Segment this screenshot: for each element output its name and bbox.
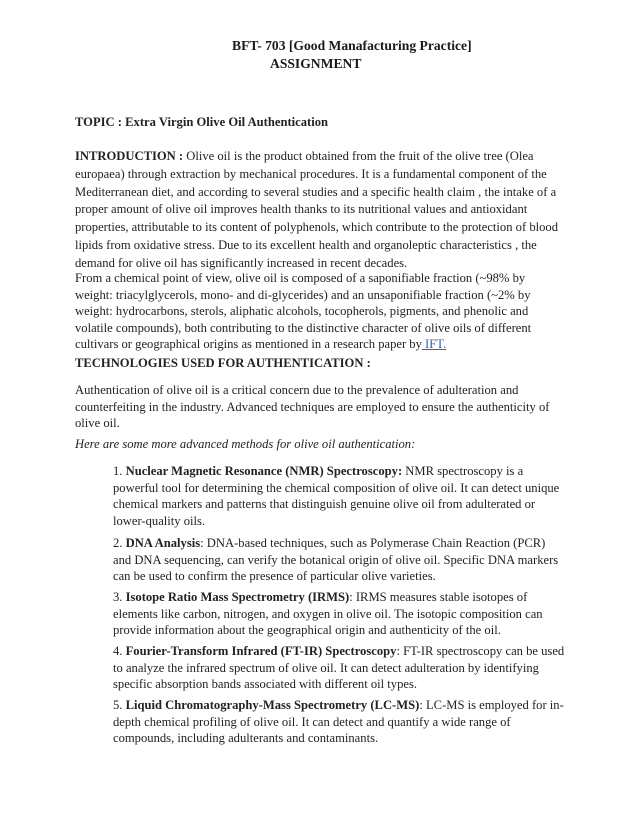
authentication-paragraph: Authentication of olive oil is a critical concern due to the prevalence of adulteration and counterfeiting in the industry. Advanced techniques are employed to ensure the authenticity of olive oil. [75, 383, 550, 430]
chemistry-paragraph [75, 270, 565, 353]
introduction-label: INTRODUCTION : [75, 149, 184, 163]
technologies-heading: TECHNOLOGIES USED FOR AUTHENTICATION : [75, 356, 371, 370]
method-number: 5. [113, 698, 126, 712]
assignment-label: ASSIGNMENT [270, 56, 362, 71]
method-name: Isotope Ratio Mass Spectrometry (IRMS) [125, 590, 350, 604]
ift-link[interactable]: IFT. [421, 337, 447, 351]
course-title: BFT- 703 [Good Manafacturing Practice] [232, 38, 472, 53]
method-text: NMR spectroscopy is a powerful tool for determining the chemical composition of olive oil. It can detect unique chemical markers and patterns that distinguish genuine olive oil from adulterated or lower-quality oils. [113, 464, 560, 528]
method-text: : FT-IR spectroscopy can be used to analyze the infrared spectrum of olive oil. It can detect adulteration by identifying specific absorption bands associated with different oil types. [113, 644, 565, 691]
method-item [113, 643, 565, 693]
method-item [113, 589, 565, 639]
method-item [113, 535, 565, 585]
method-item [113, 697, 565, 747]
method-name: Fourier-Transform Infrared (FT-IR) Spectroscopy [125, 644, 397, 658]
method-text: : IRMS measures stable isotopes of elements like carbon, nitrogen, and oxygen in olive oil. The isotopic composition can provide information about the geographical origin and authenticity of the oil. [113, 590, 543, 637]
chemistry-text: From a chemical point of view, olive oil is composed of a saponifiable fraction (~98% by weight: triacylglycerols, mono- and di-glycerides) and an unsaponifiable fraction (~2% by weight: hydrocarbons, sterols, aliphatic alcohols, tocopherols, pigments, and phenolic and volatile compounds), both contributing to the distinctive character of olive oils of different cultivars or geographical origins as mentioned in a research paper by [75, 271, 532, 351]
method-number: 2. [113, 536, 126, 550]
introduction-paragraph [75, 148, 565, 273]
method-text: : DNA-based techniques, such as Polymerase Chain Reaction (PCR) and DNA sequencing, can verify the botanical origin of olive oil. Specific DNA markers can be used to confirm the presence of particular olive varieties. [113, 536, 559, 583]
method-item [113, 463, 565, 529]
introduction-text: Olive oil is the product obtained from the fruit of the olive tree (Olea europaea) through extraction by mechanical procedures. It is a fundamental component of the Mediterranean diet, and according to several studies and a specific health claim , the intake of a proper amount of olive oil improves health thanks to its nutritional values and antioxidant properties, attributable to its content of polyphenols, which contribute to the protection of blood lipids from oxidative stress. Due to its excellent health and organoleptic characteristics , the demand for olive oil has significantly increased in recent decades. [75, 149, 559, 270]
method-number: 1. [113, 464, 126, 478]
methods-intro: Here are some more advanced methods for olive oil authentication: [75, 437, 416, 451]
method-name: Liquid Chromatography-Mass Spectrometry (LC-MS) [125, 698, 420, 712]
method-number: 3. [113, 590, 126, 604]
method-name: DNA Analysis [125, 536, 201, 550]
method-text: : LC-MS is employed for in-depth chemical profiling of olive oil. It can detect and quantify a wide range of compounds, including adulterants and contaminants. [113, 698, 564, 745]
method-number: 4. [113, 644, 126, 658]
method-name: Nuclear Magnetic Resonance (NMR) Spectroscopy: [125, 464, 403, 478]
topic-heading: TOPIC : Extra Virgin Olive Oil Authentication [75, 115, 329, 129]
